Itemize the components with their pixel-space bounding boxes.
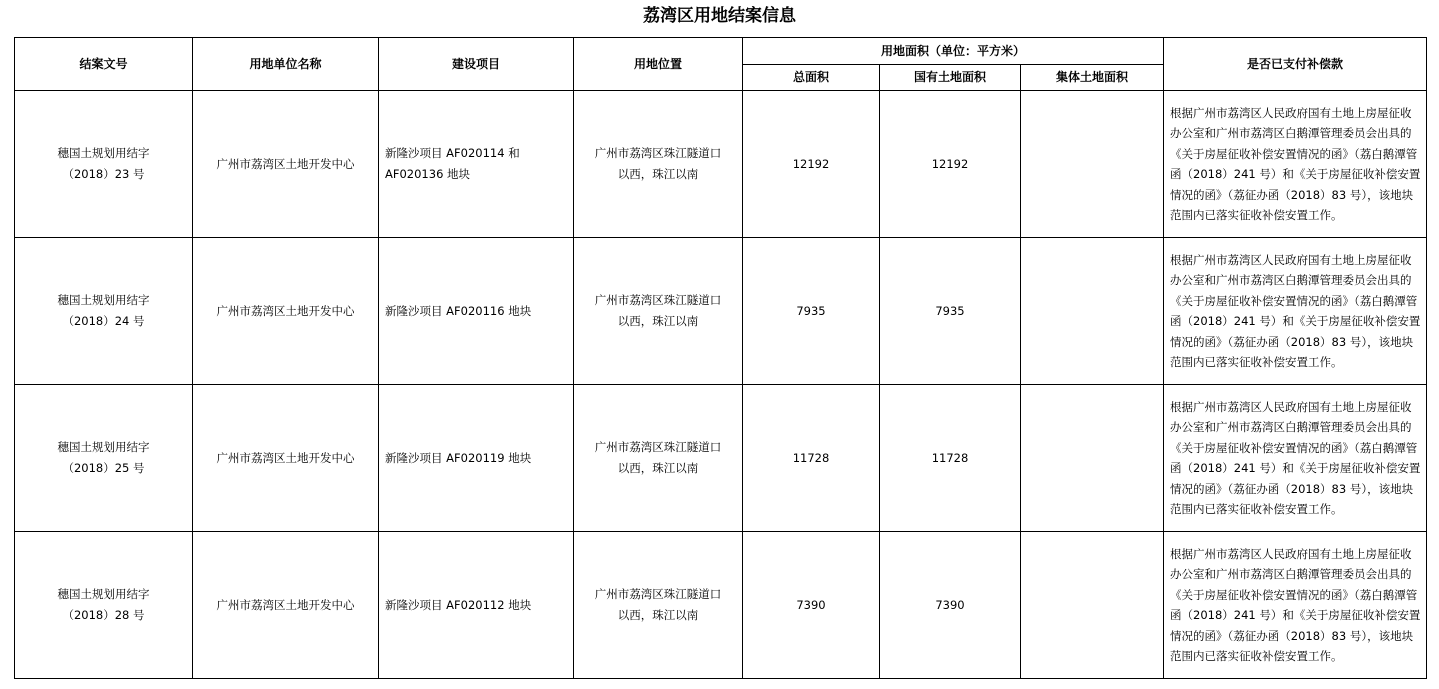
state-area-cell: 11728 xyxy=(880,385,1021,532)
project-cell xyxy=(379,532,574,679)
location-line: 广州市荔湾区珠江隧道口 xyxy=(594,293,722,307)
case-no-line: （2018）23 号 xyxy=(62,167,145,181)
location-line: 广州市荔湾区珠江隧道口 xyxy=(594,587,722,601)
case-no-cell xyxy=(15,238,193,385)
collective-area-cell xyxy=(1021,91,1164,238)
project-cell xyxy=(379,385,574,532)
project-cell xyxy=(379,238,574,385)
state-area-cell: 7390 xyxy=(880,532,1021,679)
project-line: 新隆沙项目 AF020116 地块 xyxy=(385,303,532,318)
location-line: 广州市荔湾区珠江隧道口 xyxy=(594,146,722,160)
total-area-cell: 7390 xyxy=(743,532,880,679)
header-total-area: 总面积 xyxy=(743,65,880,91)
location-line: 以西，珠江以南 xyxy=(617,167,699,181)
unit-name-cell: 广州市荔湾区土地开发中心 xyxy=(193,532,379,679)
case-no-cell xyxy=(15,532,193,679)
state-area-cell: 12192 xyxy=(880,91,1021,238)
case-no-line: 穗国土规划用结字 xyxy=(57,440,150,454)
table-row xyxy=(15,91,1427,238)
table-row xyxy=(15,532,1427,679)
total-area-cell: 7935 xyxy=(743,238,880,385)
location-cell xyxy=(574,238,743,385)
project-line: 新隆沙项目 AF020112 地块 xyxy=(385,597,532,612)
total-area-cell: 11728 xyxy=(743,385,880,532)
case-no-line: 穗国土规划用结字 xyxy=(57,587,150,601)
paid-remark-cell: 根据广州市荔湾区人民政府国有土地上房屋征收办公室和广州市荔湾区白鹅潭管理委员会出具的《关于房屋征收补偿安置情况的函》（荔白鹅潭管函（2018）241 号）和《关于房屋征收补偿安置情况的函》（荔征办函（2018）83 号），该地块范围内已落实征收补偿安置工作。 xyxy=(1164,238,1427,385)
case-no-line: （2018）28 号 xyxy=(62,608,145,622)
unit-name-cell: 广州市荔湾区土地开发中心 xyxy=(193,238,379,385)
paid-remark-cell: 根据广州市荔湾区人民政府国有土地上房屋征收办公室和广州市荔湾区白鹅潭管理委员会出具的《关于房屋征收补偿安置情况的函》（荔白鹅潭管函（2018）241 号）和《关于房屋征收补偿安置情况的函》（荔征办函（2018）83 号），该地块范围内已落实征收补偿安置工作。 xyxy=(1164,385,1427,532)
case-no-cell xyxy=(15,91,193,238)
project-cell xyxy=(379,91,574,238)
collective-area-cell xyxy=(1021,385,1164,532)
header-case-no: 结案文号 xyxy=(15,38,193,91)
location-cell xyxy=(574,532,743,679)
table-row xyxy=(15,385,1427,532)
location-cell xyxy=(574,385,743,532)
case-no-line: （2018）24 号 xyxy=(62,314,145,328)
collective-area-cell xyxy=(1021,238,1164,385)
location-line: 以西，珠江以南 xyxy=(617,461,699,475)
case-no-line: （2018）25 号 xyxy=(62,461,145,475)
header-project: 建设项目 xyxy=(379,38,574,91)
project-line: AF020136 地块 xyxy=(385,167,471,181)
location-line: 以西，珠江以南 xyxy=(617,314,699,328)
page-title: 荔湾区用地结案信息 xyxy=(643,6,796,26)
header-collective-area: 集体土地面积 xyxy=(1021,65,1164,91)
total-area-cell: 12192 xyxy=(743,91,880,238)
header-location: 用地位置 xyxy=(574,38,743,91)
table-row xyxy=(15,238,1427,385)
state-area-cell: 7935 xyxy=(880,238,1021,385)
header-paid: 是否已支付补偿款 xyxy=(1164,38,1427,91)
land-case-table xyxy=(14,37,1427,679)
project-line: 新隆沙项目 AF020119 地块 xyxy=(385,450,532,465)
paid-remark-cell: 根据广州市荔湾区人民政府国有土地上房屋征收办公室和广州市荔湾区白鹅潭管理委员会出具的《关于房屋征收补偿安置情况的函》（荔白鹅潭管函（2018）241 号）和《关于房屋征收补偿安置情况的函》（荔征办函（2018）83 号），该地块范围内已落实征收补偿安置工作。 xyxy=(1164,91,1427,238)
location-cell xyxy=(574,91,743,238)
project-line: 新隆沙项目 AF020114 和 xyxy=(385,146,520,160)
location-line: 广州市荔湾区珠江隧道口 xyxy=(594,440,722,454)
location-line: 以西，珠江以南 xyxy=(617,608,699,622)
header-row-1 xyxy=(15,38,1427,65)
case-no-line: 穗国土规划用结字 xyxy=(57,146,150,160)
unit-name-cell: 广州市荔湾区土地开发中心 xyxy=(193,91,379,238)
header-area-group: 用地面积（单位：平方米） xyxy=(743,38,1164,65)
header-unit-name: 用地单位名称 xyxy=(193,38,379,91)
paid-remark-cell: 根据广州市荔湾区人民政府国有土地上房屋征收办公室和广州市荔湾区白鹅潭管理委员会出具的《关于房屋征收补偿安置情况的函》（荔白鹅潭管函（2018）241 号）和《关于房屋征收补偿安置情况的函》（荔征办函（2018）83 号），该地块范围内已落实征收补偿安置工作。 xyxy=(1164,532,1427,679)
collective-area-cell xyxy=(1021,532,1164,679)
header-state-area: 国有土地面积 xyxy=(880,65,1021,91)
unit-name-cell: 广州市荔湾区土地开发中心 xyxy=(193,385,379,532)
case-no-line: 穗国土规划用结字 xyxy=(57,293,150,307)
case-no-cell xyxy=(15,385,193,532)
